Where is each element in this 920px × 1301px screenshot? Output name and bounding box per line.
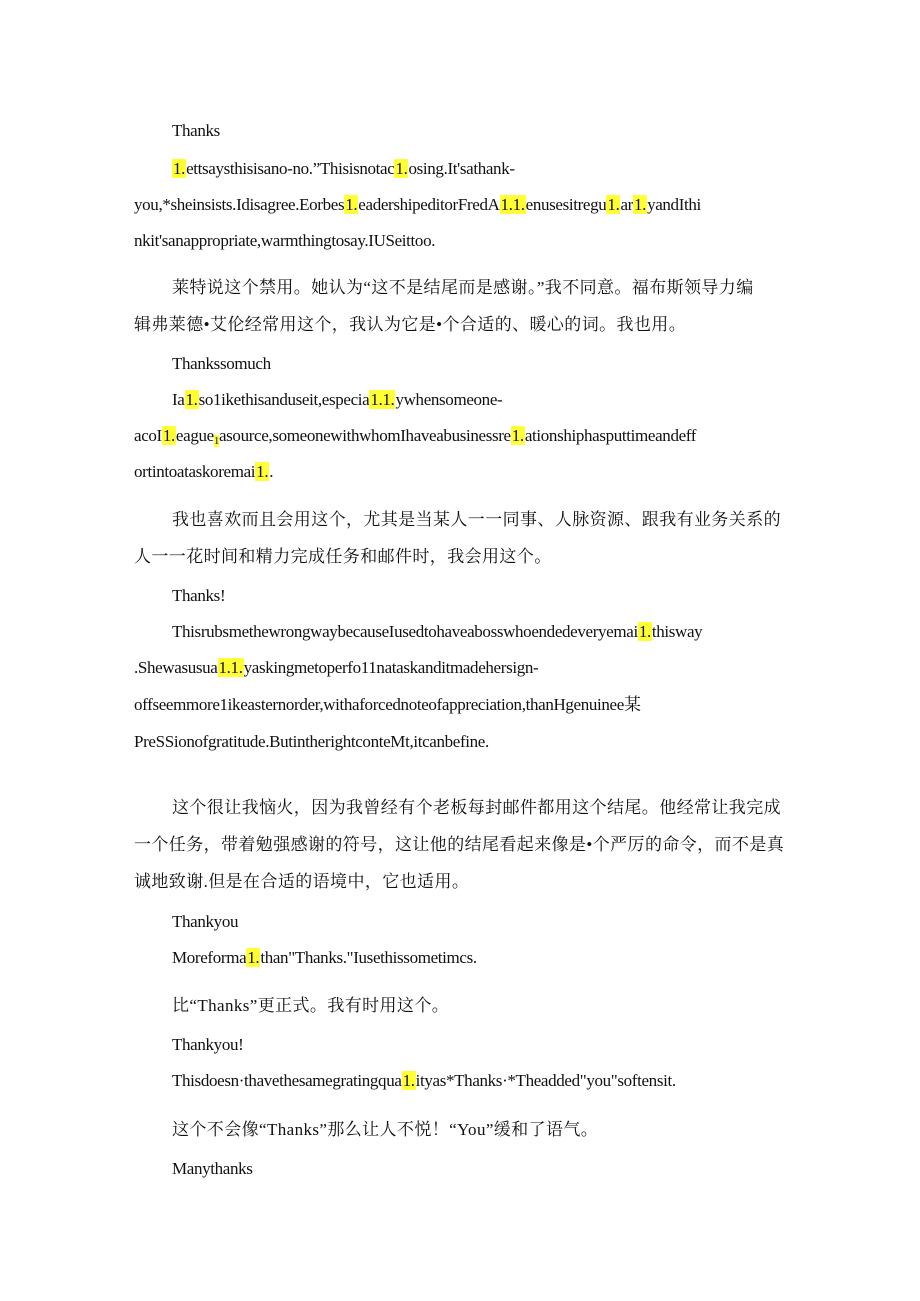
highlighted-text: 1.	[402, 1071, 415, 1090]
highlighted-text: 1.	[607, 195, 620, 214]
text-segment: .	[269, 462, 274, 481]
chinese-line: 一个任务，带着勉强感谢的符号，这让他的结尾看起来像是•个严厉的命令，而不是真	[134, 835, 785, 854]
text-segment: yaskingmetoperfo11nataskanditmadehersign-	[243, 658, 539, 677]
highlighted-text: 1.1.	[370, 390, 395, 409]
highlighted-text: 1.	[162, 426, 175, 445]
chinese-line: 这个很让我恼火，因为我曾经有个老板每封邮件都用这个结尾。他经常让我完成	[172, 798, 781, 817]
text-segment: ettsaysthisisano-no.”Thisisnotac	[186, 159, 395, 178]
text-segment: .Shewasusua	[134, 658, 218, 677]
text-segment: Ia	[172, 390, 185, 409]
highlighted-text: 1.	[247, 948, 260, 967]
text-segment: ortintoataskoremai	[134, 462, 256, 481]
english-line	[134, 730, 489, 754]
text-segment: ityas*Thanks·*Theadded"you"softensit.	[415, 1071, 676, 1090]
highlighted-text: 1.	[185, 390, 198, 409]
text-segment: ationshiphasputtimeandeff	[524, 426, 697, 445]
chinese-line: 我也喜欢而且会用这个，尤其是当某人一一同事、人脉资源、跟我有业务关系的	[172, 510, 781, 529]
chinese-line: 诚地致谢.但是在合适的语境中，它也适用。	[134, 872, 470, 891]
section-heading: Thankssomuch	[172, 354, 271, 373]
chinese-line: 人一一花时间和精力完成任务和邮件时，我会用这个。	[134, 547, 552, 566]
text-segment: asource,someonewithwhomIhaveabusinessre	[218, 426, 511, 445]
text-segment: ar	[620, 195, 633, 214]
text-segment: so1ikethisanduseit,especia	[198, 390, 370, 409]
text-segment: ThisrubsmethewrongwaybecauseIusedtohaveabosswhoendedeveryemai	[172, 622, 638, 641]
english-line	[172, 157, 515, 181]
english-line	[134, 460, 273, 484]
chinese-line: 莱特说这个禁用。她认为“这不是结尾而是感谢。”我不同意。福布斯领导力编	[172, 278, 754, 297]
text-segment: ywhensomeone-	[395, 390, 503, 409]
text-segment: Moreforma	[172, 948, 247, 967]
english-line	[134, 229, 435, 253]
highlighted-text: 1.1.	[500, 195, 525, 214]
section-heading: Thanks!	[172, 586, 226, 605]
english-line	[172, 1069, 676, 1093]
english-line	[134, 656, 538, 680]
highlighted-text: 1.	[345, 195, 358, 214]
english-line	[172, 388, 502, 412]
highlighted-text: 1.	[511, 426, 524, 445]
text-segment: nkit'sanappropriate,warmthingtosay.IUSeittoo.	[134, 231, 436, 250]
english-line	[172, 946, 477, 970]
text-segment: than"Thanks."Iusethissometimcs.	[260, 948, 477, 967]
text-segment: osing.It'sathank-	[408, 159, 515, 178]
text-segment: thisway	[651, 622, 703, 641]
chinese-line: 比“Thanks”更正式。我有时用这个。	[172, 996, 450, 1015]
text-segment: eague	[175, 426, 214, 445]
text-segment: PreSSionofgratitude.ButintherightconteMt,itcanbefine.	[134, 732, 489, 751]
section-heading: Thanks	[172, 121, 220, 140]
highlighted-text: 1.	[173, 159, 186, 178]
text-segment: you,*sheinsists.Idisagree.Eorbes	[134, 195, 345, 214]
text-segment: Thisdoesn·thavethesamegratingqua	[172, 1071, 402, 1090]
highlighted-text: 1.	[638, 622, 651, 641]
section-heading: Thankyou!	[172, 1035, 244, 1054]
text-segment: yandIthi	[647, 195, 701, 214]
english-line	[134, 693, 641, 717]
subscript-text: 1	[213, 435, 219, 447]
highlighted-text: 1.1.	[218, 658, 243, 677]
text-segment: enusesitregu	[525, 195, 607, 214]
highlighted-text: 1.	[395, 159, 408, 178]
highlighted-text: 1.	[256, 462, 269, 481]
chinese-line: 辑弗莱德•艾伦经常用这个，我认为它是•个合适的、暖心的词。我也用。	[134, 315, 687, 334]
highlighted-text: 1.	[634, 195, 647, 214]
text-segment: offseemmore1ikeasternorder,withaforcednoteofappreciation,thanHgenuinee某	[134, 695, 641, 714]
section-heading: Thankyou	[172, 912, 239, 931]
text-segment: eadershipeditorFredA	[358, 195, 500, 214]
section-heading: Manythanks	[172, 1159, 253, 1178]
text-segment: acoI	[134, 426, 162, 445]
english-line	[134, 424, 696, 453]
chinese-line: 这个不会像“Thanks”那么让人不悦！“You”缓和了语气。	[172, 1120, 599, 1139]
english-line	[134, 193, 701, 217]
english-line	[172, 620, 702, 644]
